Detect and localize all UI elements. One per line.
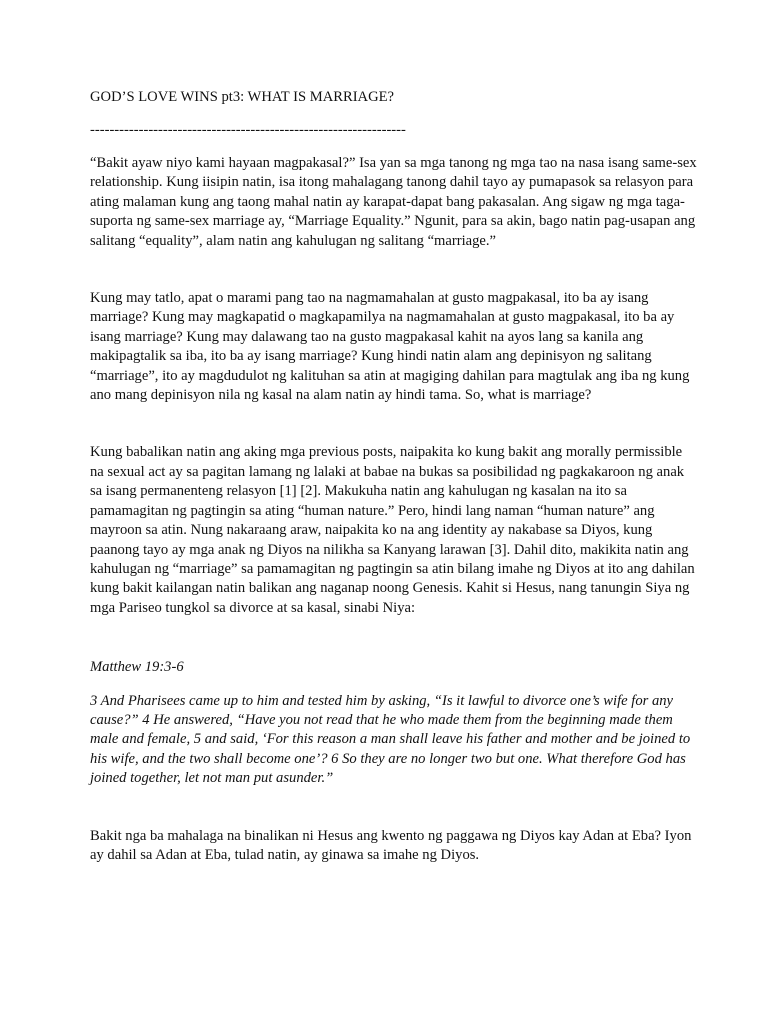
verse-reference: Matthew 19:3-6 (90, 659, 184, 676)
paragraph-closing: Bakit nga ba mahalaga na binalikan ni Hesus ang kwento ng paggawa ng Diyos kay Adan at Eba? Iyon ay dahil sa Adan at Eba, tulad natin, ay ginawa sa imahe ng Diyos. (90, 827, 692, 863)
paragraph-questions: Kung may tatlo, apat o marami pang tao na nagmamahalan at gusto magpakasal, ito ba ay isang marriage? Kung may magkapatid o magkapamilya na nagmamahalan at gusto magpakasal, ito ba ay isang marriage? Kung may dalawang tao na gusto magpakasal kahit na ayos lang sa kanila ang makipagtalik sa iba, ito ba ay isang marriage? Kung hindi natin alam ang depinisyon ng salitang “marriage”, ito ay magdudulot ng kalituhan sa atin at magiging dahilan para magtulak ang iba ng kung ano mang depinisyon nila ng kasal na alam natin ay hindi tama. So, what is marriage? (90, 290, 690, 404)
document-title: GOD’S LOVE WINS pt3: WHAT IS MARRIAGE? (90, 89, 395, 105)
paragraph-previous-posts: Kung babalikan natin ang aking mga previous posts, naipakita ko kung bakit ang morally permissible na sexual act ay sa pagitan lamang ng lalaki at babae na bukas sa posibilidad ng pagkakaroon ng anak sa isang permanenteng relasyon [1] [2]. Makukuha natin ang kahulugan ng kasalan na ito sa pamamagitan ng pagtingin sa ating “human nature.” Pero, hindi lang naman “human nature” ang mayroon sa atin. Nung nakaraang araw, naipakita ko na ang identity ay nakabase sa Diyos, kung paanong tayo ay mga anak ng Diyos na nilikha sa Kanyang larawan [3]. Dahil dito, makikita natin ang kahulugan ng “marriage” sa pamamagitan ng pagtingin sa atin bilang imahe ng Diyos at ito ang dahilan kung bakit kailangan natin balikan ang naganap noong Genesis. Kahit si Hesus, nang tanungin Siya ng mga Pariseo tungkol sa divorce at sa kasal, sinabi Niya: (90, 444, 695, 616)
paragraph-intro: “Bakit ayaw niyo kami hayaan magpakasal?” Isa yan sa mga tanong ng mga tao na nasa isang same-sex relationship. Kung iisipin natin, isa itong mahalagang tanong dahil tayo ay pumapasok sa relasyon para ating malaman kung ang taong mahal natin ay karapat-dapat bang pakasalan. Ang sigaw ng mga taga-suporta ng same-sex marriage ay, “Marriage Equality.” Ngunit, para sa akin, bago natin pag-usapan ang salitang “equality”, alam natin ang kahulugan ng salitang “marriage.” (90, 155, 697, 249)
verse-quote: 3 And Pharisees came up to him and tested him by asking, “Is it lawful to divorce one’s wife for any cause?” 4 He answered, “Have you not read that he who made them from the beginning made them male and female, 5 and said, ‘For this reason a man shall leave his father and mother and be joined to his wife, and the two shall become one’? 6 So they are no longer two but one. What therefore God has joined together, let not man put asunder.” (90, 692, 691, 787)
separator-line: ----------------------------------------------------------------- (90, 122, 406, 138)
